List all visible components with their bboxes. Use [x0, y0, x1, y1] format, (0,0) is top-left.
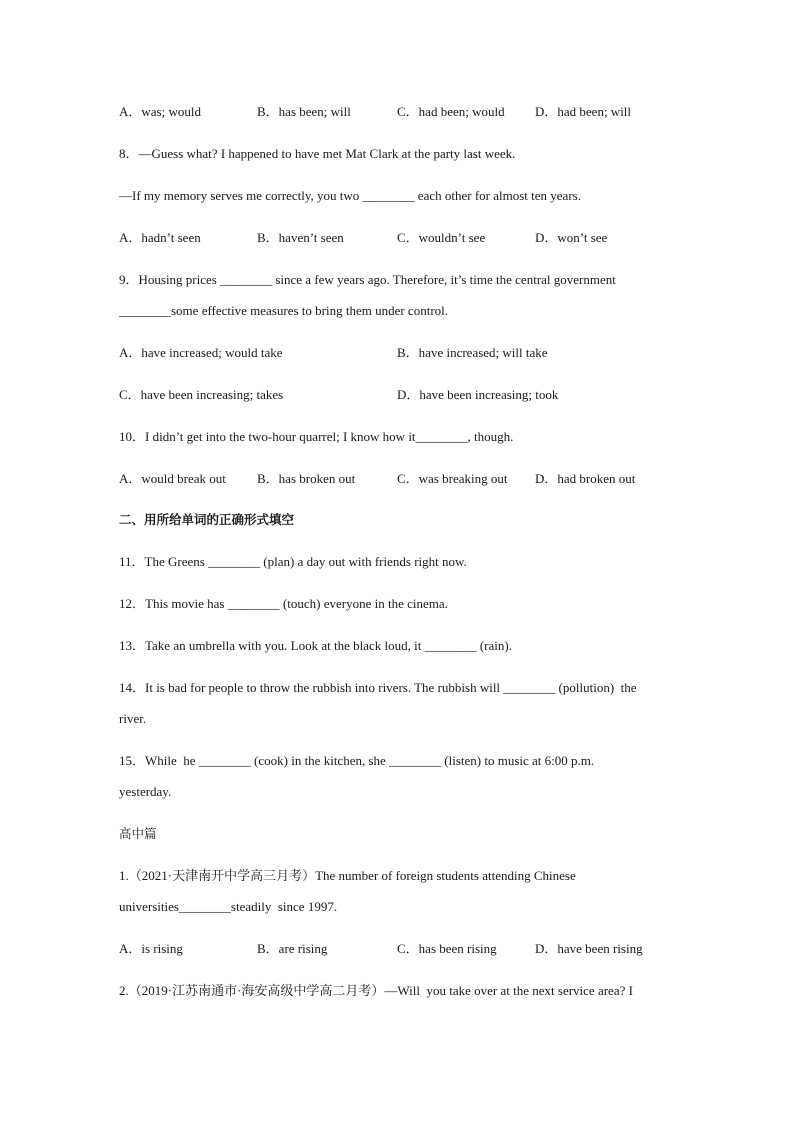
section-2-heading: 二、用所给单词的正确形式填空: [119, 512, 295, 527]
q10-option-a: A．would break out: [119, 471, 226, 486]
senior-q1-option-b: B．are rising: [257, 941, 328, 956]
q14-stem-line2: river.: [119, 711, 147, 726]
q9-stem-line1: 9．Housing prices ________ since a few years ago. Therefore, it’s time the central government: [119, 272, 616, 287]
q13-stem: 13．Take an umbrella with you. Look at the black loud, it ________ (rain).: [119, 638, 512, 653]
q8-option-a: A．hadn’t seen: [119, 230, 201, 245]
q9-stem-line2: ________some effective measures to bring them under control.: [119, 303, 449, 318]
senior-q2-stem-line1: 2.（2019·江苏南通市·海安高级中学高二月考）—Will you take over at the next service area? I: [119, 983, 633, 998]
q10-stem: 10．I didn’t get into the two-hour quarrel; I know how it________, though.: [119, 429, 514, 444]
q7-option-a: A．was; would: [119, 104, 201, 119]
q10-option-d: D．had broken out: [535, 471, 636, 486]
senior-q1-option-c: C．has been rising: [397, 941, 497, 956]
q9-option-c: C．have been increasing; takes: [119, 387, 284, 402]
q8-option-c: C．wouldn’t see: [397, 230, 486, 245]
q8-option-b: B．haven’t seen: [257, 230, 344, 245]
q9-option-b: B．have increased; will take: [397, 345, 548, 360]
q7-option-c: C．had been; would: [397, 104, 505, 119]
senior-q1-stem-line2: universities________steadily since 1997.: [119, 899, 338, 914]
q8-stem-line1: 8．—Guess what? I happened to have met Mat Clark at the party last week.: [119, 146, 516, 161]
q12-stem: 12．This movie has ________ (touch) everyone in the cinema.: [119, 596, 448, 611]
senior-q1-option-a: A．is rising: [119, 941, 183, 956]
q15-stem-line1: 15．While he ________ (cook) in the kitchen, she ________ (listen) to music at 6:00 p.m.: [119, 753, 595, 768]
senior-q1-option-d: D．have been rising: [535, 941, 643, 956]
q14-stem-line1: 14．It is bad for people to throw the rubbish into rivers. The rubbish will ________ (pollution) the: [119, 680, 637, 695]
q15-stem-line2: yesterday.: [119, 784, 172, 799]
q11-stem: 11．The Greens ________ (plan) a day out with friends right now.: [119, 554, 467, 569]
q8-stem-line2: —If my memory serves me correctly, you two ________ each other for almost ten years.: [119, 188, 581, 203]
q7-option-b: B．has been; will: [257, 104, 351, 119]
q9-option-a: A．have increased; would take: [119, 345, 283, 360]
senior-section-heading: 高中篇: [119, 826, 157, 841]
q9-option-d: D．have been increasing; took: [397, 387, 559, 402]
q10-option-b: B．has broken out: [257, 471, 356, 486]
q10-option-c: C．was breaking out: [397, 471, 508, 486]
q8-option-d: D．won’t see: [535, 230, 608, 245]
senior-q1-stem-line1: 1.（2021·天津南开中学高三月考）The number of foreign students attending Chinese: [119, 868, 576, 883]
q7-option-d: D．had been; will: [535, 104, 632, 119]
